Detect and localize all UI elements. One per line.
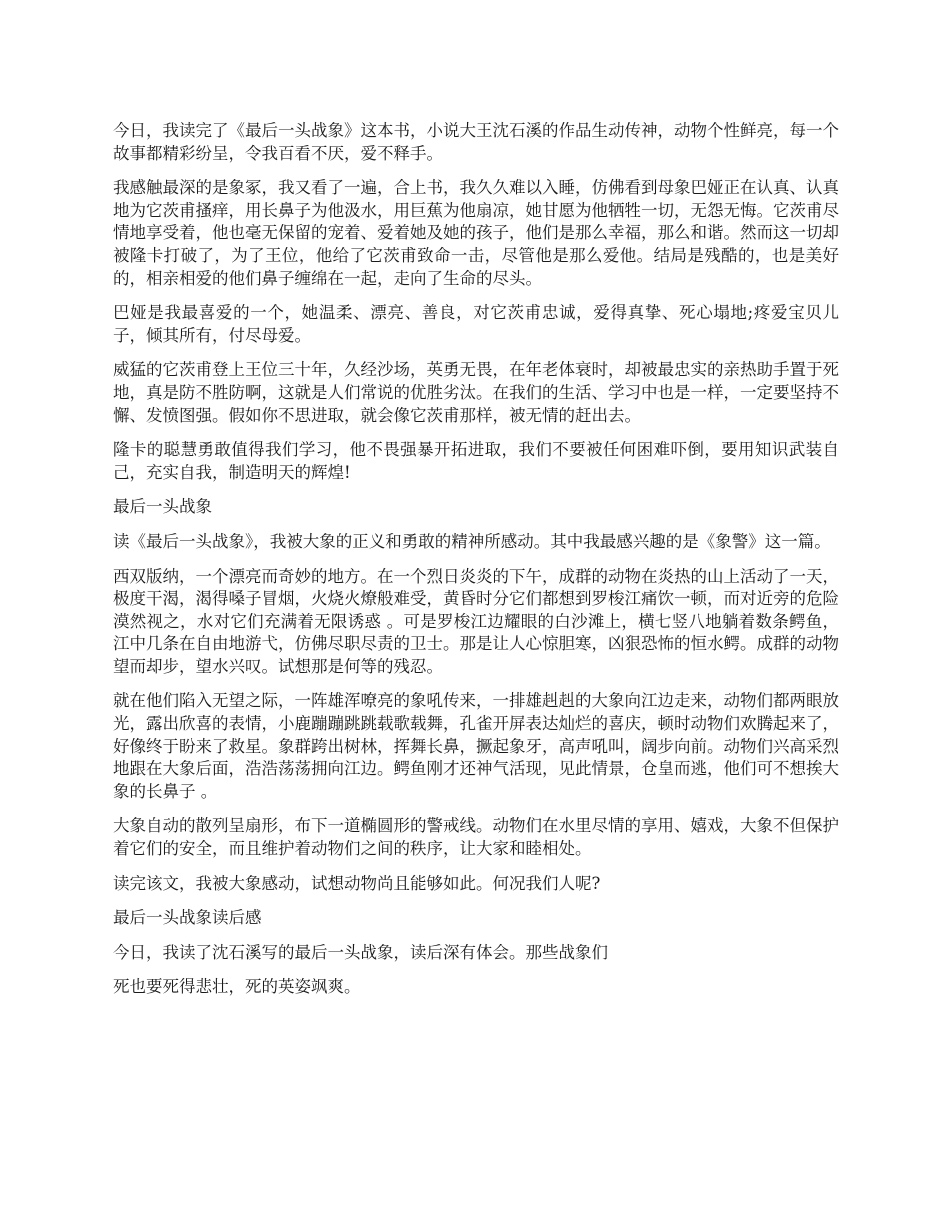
paragraph: 大象自动的散列呈扇形，布下一道椭圆形的警戒线。动物们在水里尽情的享用、嬉戏，大象不但保护着它们的安全，而且维护着动物们之间的秩序，让大家和睦相处。 <box>113 816 839 859</box>
paragraph: 我感触最深的是象冢，我又看了一遍，合上书，我久久难以入睡，仿佛看到母象巴娅正在认真、认真地为它茨甫搔痒，用长鼻子为他汲水，用巨蕉为他扇凉，她甘愿为他牺牲一切，无怨无悔。它茨甫尽情地享受着，他也毫无保留的宠着、爱着她及她的孩子，他们是那么幸福，那么和谐。然而这一切却被隆卡打破了，为了王位，他给了它茨甫致命一击，尽管他是那么爱他。结局是残酷的，也是美好的，相亲相爱的他们鼻子缠绵在一起，走向了生命的尽头。 <box>113 178 839 288</box>
section-title: 最后一头战象 <box>113 497 212 517</box>
paragraph: 威猛的它茨甫登上王位三十年，久经沙场，英勇无畏，在年老体衰时，却被最忠实的亲热助手置于死地，真是防不胜防啊，这就是人们常说的优胜劣汰。在我们的生活、学习中也是一样，一定要坚持不懈、发愤图强。假如你不思进取，就会像它茨甫那样，被无情的赶出去。 <box>113 360 839 425</box>
paragraph: 今日，我读了沈石溪写的最后一头战象，读后深有体会。那些战象们 <box>113 942 608 962</box>
document-body <box>113 120 839 1011</box>
paragraph: 读完该文，我被大象感动，试想动物尚且能够如此。何况我们人呢? <box>113 873 601 893</box>
paragraph: 读《最后一头战象》，我被大象的正义和勇敢的精神所感动。其中我最感兴趣的是《象警》这一篇。 <box>113 531 831 551</box>
paragraph: 就在他们陷入无望之际，一阵雄浑嘹亮的象吼传来，一排雄赳赳的大象向江边走来，动物们都两眼放光，露出欣喜的表情，小鹿蹦蹦跳跳载歌载舞，孔雀开屏表达灿烂的喜庆，顿时动物们欢腾起来了，好像终于盼来了救星。象群跨出树林，挥舞长鼻，撅起象牙，高声吼叫，阔步向前。动物们兴高采烈地跟在大象后面，浩浩荡荡拥向江边。鳄鱼刚才还神气活现，见此情景，仓皇而逃，他们可不想挨大象的长鼻子 。 <box>113 691 839 801</box>
paragraph: 西双版纳，一个漂亮而奇妙的地方。在一个烈日炎炎的下午，成群的动物在炎热的山上活动了一天，极度干渴，渴得嗓子冒烟，火烧火燎般难受，黄昏时分它们都想到罗梭江痛饮一顿，而对近旁的危险漠然视之，水对它们充满着无限诱惑 。可是罗梭江边耀眼的白沙滩上，横七竖八地躺着数条鳄鱼，江中几条在自由地游弋，仿佛尽职尽责的卫士。那是让人心惊胆寒，凶狠恐怖的恒水鳄。成群的动物望而却步，望水兴叹。试想那是何等的残忍。 <box>113 566 839 676</box>
section-title: 最后一头战象读后感 <box>113 908 262 928</box>
paragraph: 死也要死得悲壮，死的英姿飒爽。 <box>113 977 361 997</box>
paragraph: 巴娅是我最喜爱的一个，她温柔、漂亮、善良，对它茨甫忠诚，爱得真挚、死心塌地;疼爱宝贝儿子，倾其所有，付尽母爱。 <box>113 303 839 345</box>
paragraph: 今日，我读完了《最后一头战象》这本书，小说大王沈石溪的作品生动传神，动物个性鲜亮，每一个故事都精彩纷呈，令我百看不厌，爱不释手。 <box>113 121 839 163</box>
paragraph: 隆卡的聪慧勇敢值得我们学习，他不畏强暴开拓进取，我们不要被任何困难吓倒，要用知识武装自己，充实自我，制造明天的辉煌! <box>113 440 839 482</box>
